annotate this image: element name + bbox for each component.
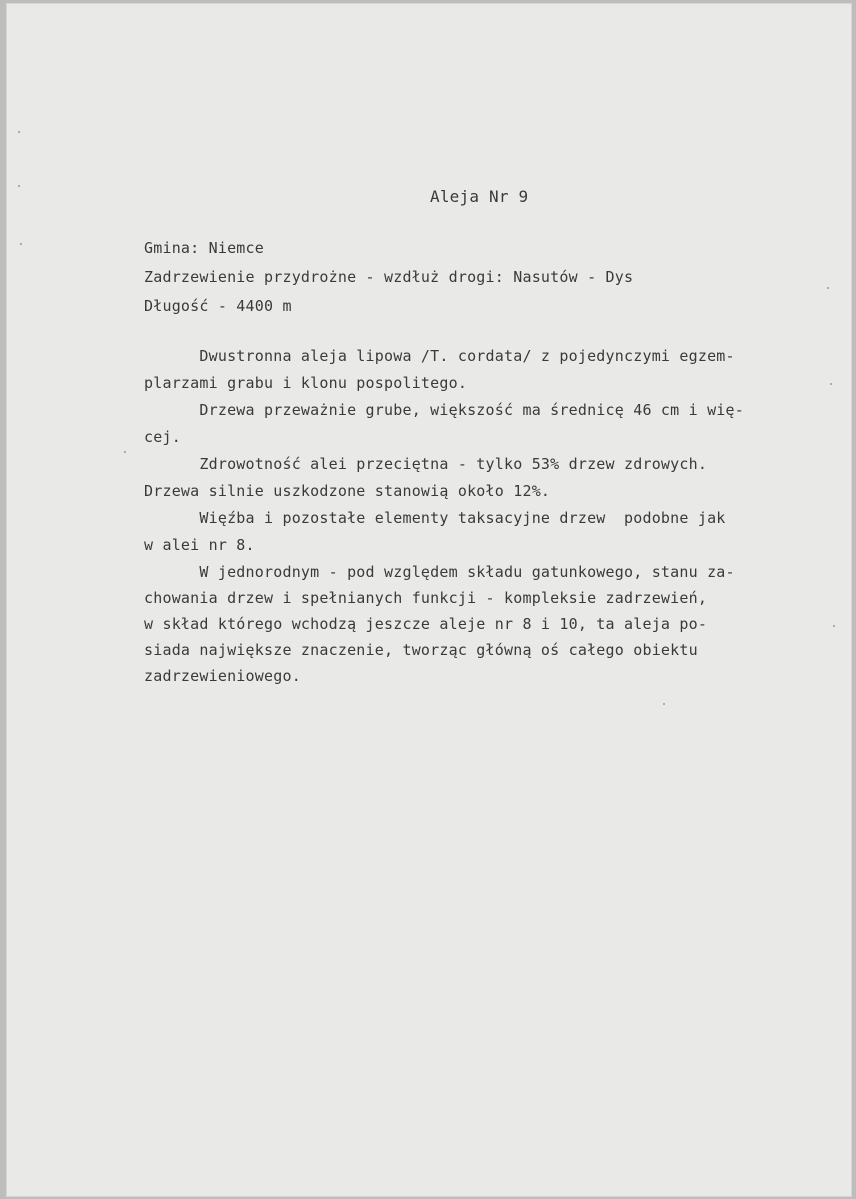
paper-speck (833, 625, 835, 627)
paper-speck (830, 383, 832, 385)
document-title: Aleja Nr 9 (430, 187, 529, 206)
body-line: cej. (144, 428, 181, 446)
body-line: W jednorodnym - pod względem składu gatunkowego, stanu za- (144, 563, 735, 581)
paper-speck (124, 451, 126, 453)
length-line: Długość - 4400 m (144, 297, 292, 315)
roadside-line: Zadrzewienie przydrożne - wzdłuż drogi: Nasutów - Dys (144, 268, 634, 286)
paper-speck (20, 243, 22, 245)
body-line: Drzewa przeważnie grube, większość ma średnicę 46 cm i wię- (144, 401, 744, 419)
body-line: plarzami grabu i klonu pospolitego. (144, 374, 468, 392)
body-line: zadrzewieniowego. (144, 667, 301, 685)
body-line: w skład którego wchodzą jeszcze aleje nr 8 i 10, ta aleja po- (144, 615, 708, 633)
body-line: chowania drzew i spełnianych funkcji - kompleksie zadrzewień, (144, 589, 708, 607)
paper-speck (18, 131, 20, 133)
paper-speck (827, 287, 829, 289)
body-line: Więźba i pozostałe elementy taksacyjne drzew podobne jak (144, 509, 726, 527)
body-line: Zdrowotność alei przeciętna - tylko 53% drzew zdrowych. (144, 455, 708, 473)
paper-speck (663, 703, 665, 705)
body-line: Drzewa silnie uszkodzone stanowią około 12%. (144, 482, 551, 500)
municipality-line: Gmina: Niemce (144, 239, 264, 257)
paper-speck (18, 185, 20, 187)
body-line: w alei nr 8. (144, 536, 255, 554)
body-line: siada największe znaczenie, tworząc główną oś całego obiektu (144, 641, 698, 659)
body-line: Dwustronna aleja lipowa /T. cordata/ z pojedynczymi egzem- (144, 347, 735, 365)
document-page (6, 3, 852, 1197)
